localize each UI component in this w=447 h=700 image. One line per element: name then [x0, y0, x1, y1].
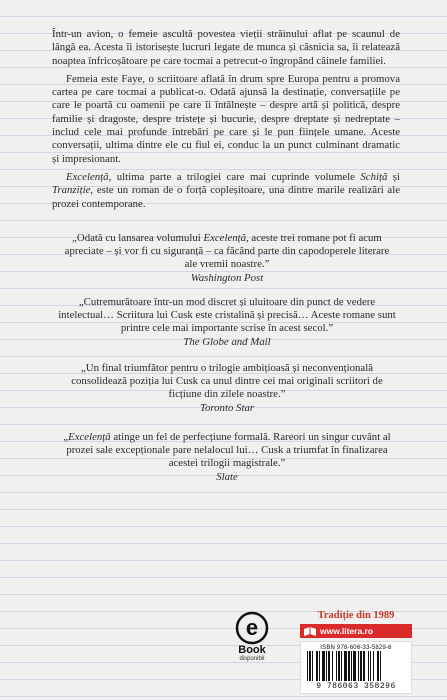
barcode-bar: [341, 651, 342, 681]
barcode-bar: [373, 651, 374, 681]
review-slate: [58, 431, 396, 484]
publisher-website: [300, 624, 412, 638]
barcode-bar: [360, 651, 362, 681]
ebook-icon: [235, 610, 269, 646]
barcode-bar: [353, 651, 356, 681]
barcode-bar: [380, 651, 381, 681]
title-schita: Schiță: [360, 170, 388, 183]
ebook-available-logo: [233, 610, 271, 672]
review-washington-post: [58, 232, 396, 285]
barcode-bar: [363, 651, 365, 681]
quote-title: Excelență: [68, 431, 111, 443]
barcode-bar: [348, 651, 350, 681]
review-source: Washington Post: [190, 271, 264, 284]
barcode-bar: [328, 651, 330, 681]
barcode-bar: [326, 651, 327, 681]
review-source: Toronto Star: [199, 401, 255, 414]
quote-text: , aceste trei romane pot fi acum apreciate – și vor fi cu siguranță – ca făcând parte din capodoperele literare ale vremii noastre.”: [64, 232, 390, 271]
ebook-label: Book: [238, 644, 266, 656]
review-quote: [58, 431, 396, 471]
description-paragraph-1: Într-un avion, o femeie ascultă povestea vieții străinului aflat pe scaunul de lângă ea. Acesta îi istorisește lucruri legate de munca și căsnicia sa, îi relatează noaptea înfricoșătoare pe care tocmai a petrecut-o îngropând câinele familiei.: [52, 28, 400, 67]
barcode-bar: [344, 651, 347, 681]
isbn-text: ISBN 978-606-33-5829-6: [320, 645, 392, 651]
review-source: The Globe and Mail: [183, 335, 271, 348]
barcode-bar: [358, 651, 359, 681]
review-toronto-star: [58, 362, 396, 415]
description-paragraph-2: Femeia este Faye, o scriitoare aflată în drum spre Europa pentru a promova cartea pe care tocmai a publicat-o. Odată ajunsă la destinație, conversațiile pe care le poartă cu oamenii pe care îi întâlnește – despre artă și politică, despre familie și dragoste, despre tristețe și bucurie, despre dreptate și nedreptate – includ cele mai profunde întrebări pe care și le pun ființele umane. Aceste conversații, ultima dintre ele cu fiul ei, conduc la un punct culminant dramatic și impresionant.: [52, 72, 400, 165]
description-paragraph-3: [52, 171, 400, 211]
review-quote: [58, 232, 396, 272]
barcode-bar: [336, 651, 337, 681]
ebook-sublabel: disponibil: [239, 656, 265, 662]
book-description: [52, 28, 400, 216]
description-text: , ultima parte a trilogiei care mai cuprinde volumele: [108, 170, 361, 183]
website-url: www.litera.ro: [320, 626, 374, 636]
quote-title: Excelență: [203, 232, 247, 244]
publisher-block: [300, 610, 412, 694]
barcode-box: [300, 641, 412, 694]
quote-text: „: [63, 431, 69, 443]
description-text: , este un roman de o forță copleșitoare, una dintre marile realizări ale prozei contemporane.: [52, 184, 400, 210]
quote-text: atinge un fel de perfecțiune formală. Rareori un singur cuvânt al prozei sale excepționale pare nelalocul lui… Cusk a triumfat în finalizarea acestei trilogii magistrale.”: [66, 431, 391, 470]
review-source: Slate: [216, 470, 238, 483]
barcode-bar: [351, 651, 352, 681]
description-text: și: [387, 170, 401, 183]
barcode-bar: [316, 651, 318, 681]
title-tranzitie: Tranziție: [52, 184, 91, 197]
barcode-number: 9 786063 358296: [316, 682, 396, 691]
publisher-tagline: Tradiție din 1989: [317, 610, 395, 621]
barcode-bar: [307, 651, 308, 681]
barcode-bar: [377, 651, 379, 681]
quote-text: „Odată cu lansarea volumului: [72, 232, 204, 244]
title-excelenta: Excelență: [66, 170, 109, 183]
review-globe-and-mail: [58, 296, 396, 349]
litera-logo-icon: [304, 627, 316, 636]
barcode-bar: [319, 651, 320, 681]
ebook-letter: e: [245, 615, 259, 640]
barcode-bar: [338, 651, 340, 681]
review-quote: „Un final triumfător pentru o trilogie ambițioasă și neconvențională consolidează poziția lui Cusk ca unul dintre cei mai originali scriitori de ficțiune din zilele noastre.”: [71, 362, 383, 401]
barcode-bar: [312, 651, 313, 681]
review-quote: „Cutremurătoare într-un mod discret și uluitoare din punct de vedere intelectual… Scriitura lui Cusk este cristalină și precisă… Aceste romane sunt printre cele mai importante scrise în acest secol.”: [58, 296, 396, 335]
barcode-bar: [368, 651, 369, 681]
barcode-bar: [322, 651, 325, 681]
barcode-bar: [332, 651, 333, 681]
barcode-image: [305, 651, 407, 681]
barcode-bar: [370, 651, 371, 681]
barcode-bar: [309, 651, 311, 681]
